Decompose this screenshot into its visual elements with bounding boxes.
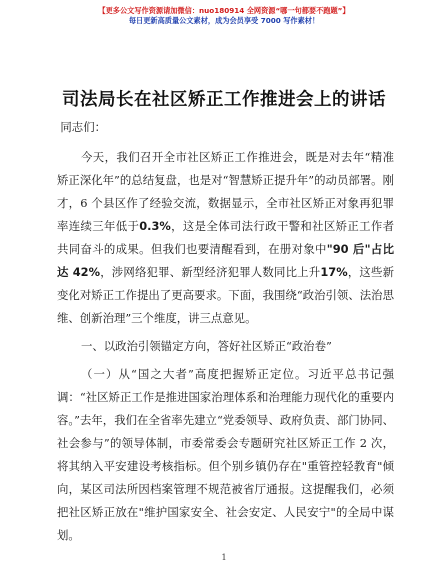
promo-line-1: 【更多公文写作资源请加微信：nuo180914 全网资源“哪一句都要不跑题”】: [98, 6, 350, 15]
document-body: [57, 116, 394, 547]
paragraph-intro: [57, 146, 394, 330]
post90-share: "90 后"占比达 42%: [57, 242, 394, 279]
document-title: 司法局长在社区矫正工作推进会上的讲话: [62, 90, 386, 110]
page-number: 1: [221, 553, 227, 562]
growth-rate: 17%: [320, 265, 348, 279]
paragraph-section-1-1: （一）从“国之大者”高度把握矫正定位。习近平总书记强调：“社区矫正工作是推进国家治理体系和治理能力现代化的重要内容。”去年，我们在全省率先建立“党委领导、政府负责、部门协同、社会参与”的领导体制，市委常委会专题研究社区矫正工作 2 次，将其纳入平安建设考核指标。但个别乡镇仍存在"重管控轻教育"倾向，某区司法所因档案管理不规范被省厅通报。这提醒我们，必须把社区矫正放在"维护国家安全、社会安定、人民安宁"的全局中谋划。: [57, 367, 394, 542]
section-heading-1: 一、以政治引领锚定方向，答好社区矫正“政治卷”: [80, 339, 332, 353]
intro-text-c: ，这是全体司法行政干警和社区矫正工作者共同奋斗的成果。但我们也要清醒看到，在册对象中: [57, 219, 394, 256]
intro-text-d: ，涉网络犯罪、新型经济犯罪人数同比上升: [100, 265, 321, 279]
reoffense-rate: 0.3%: [139, 219, 171, 233]
intro-text-e: ，这些新变化对矫正工作提出了更高要求。下面，我围绕“政治引领、法治思维、创新治理”三个维度，讲三点意见。: [57, 265, 394, 325]
salutation: 同志们：: [60, 120, 106, 134]
intro-text-a: 今天，我们召开全市社区矫正工作推进会，既是对去年“精准矫正深化年”的总结复盘，也是对“智慧矫正提升年”的动员部署。刚才，6 个县区作了经验交流，数据显示，全市社区矫正对象再犯罪率连续三年低于: [57, 150, 394, 233]
promo-line-2: 每日更新高质量公文素材，成为会员享受 7000 写作素材！: [128, 16, 320, 25]
promo-banner: [0, 6, 448, 26]
